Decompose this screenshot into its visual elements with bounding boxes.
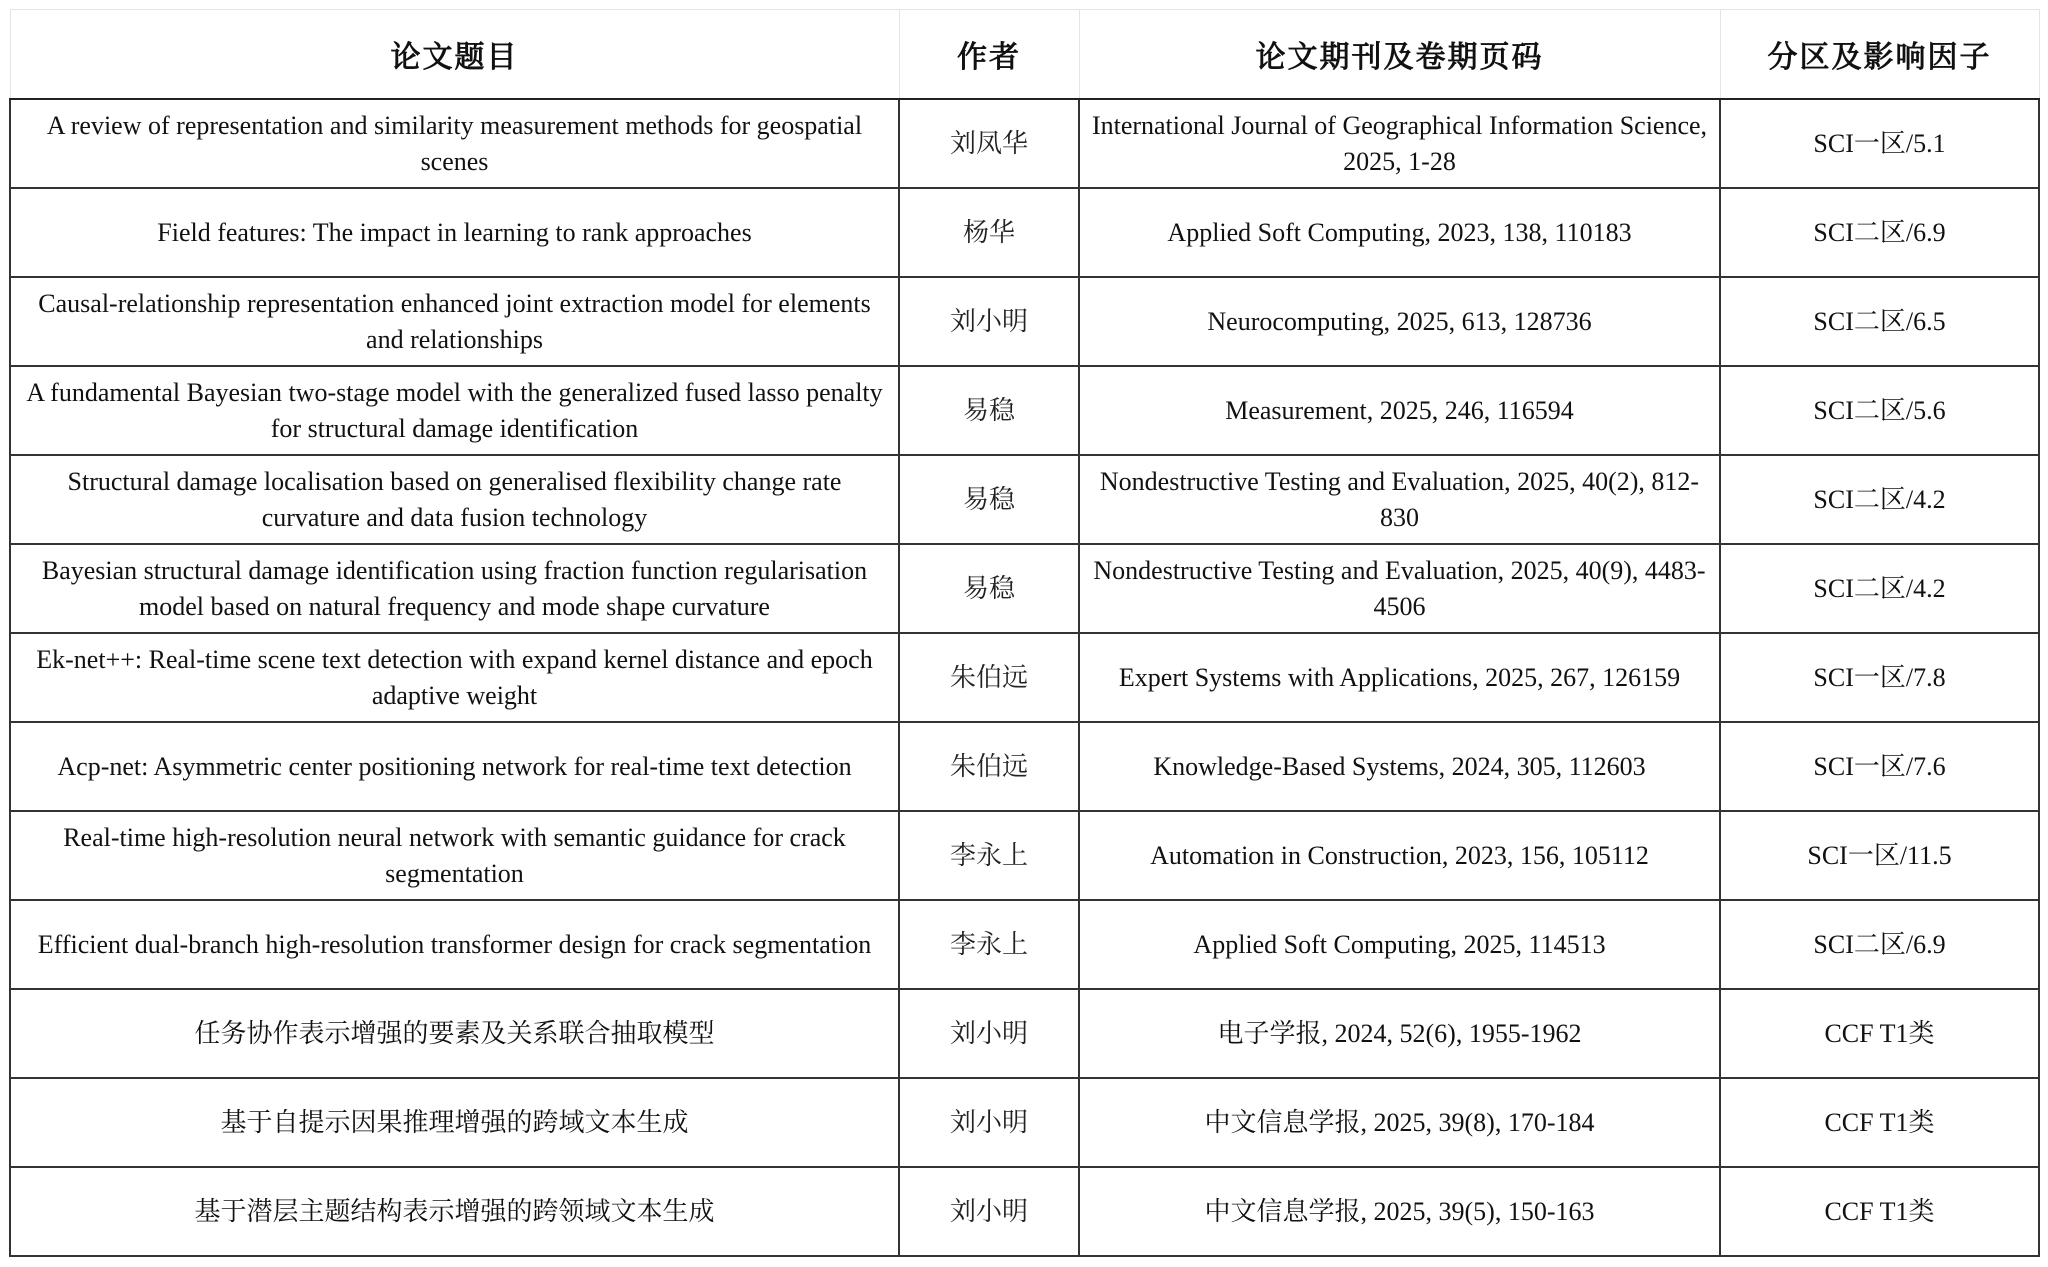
cell-rank: CCF T1类 [1720,1078,2039,1167]
cell-rank: SCI一区/5.1 [1720,99,2039,188]
cell-author: 朱伯远 [899,633,1079,722]
cell-rank: SCI二区/4.2 [1720,455,2039,544]
table-row [10,811,2039,900]
cell-author: 刘小明 [899,277,1079,366]
table-header [10,10,2039,100]
table-row [10,1167,2039,1256]
cell-author: 朱伯远 [899,722,1079,811]
cell-author: 易稳 [899,366,1079,455]
cell-title: Ek-net++: Real-time scene text detection with expand kernel distance and epoch adaptive weight [10,633,899,722]
cell-rank: SCI一区/11.5 [1720,811,2039,900]
cell-journal: 中文信息学报, 2025, 39(8), 170-184 [1079,1078,1720,1167]
cell-author: 李永上 [899,811,1079,900]
cell-journal: Knowledge-Based Systems, 2024, 305, 112603 [1079,722,1720,811]
cell-title: A fundamental Bayesian two-stage model with the generalized fused lasso penalty for structural damage identification [10,366,899,455]
header-title: 论文题目 [10,10,899,100]
cell-title: Structural damage localisation based on generalised flexibility change rate curvature and data fusion technology [10,455,899,544]
cell-journal: Neurocomputing, 2025, 613, 128736 [1079,277,1720,366]
cell-author: 易稳 [899,455,1079,544]
cell-journal: 中文信息学报, 2025, 39(5), 150-163 [1079,1167,1720,1256]
cell-journal: Applied Soft Computing, 2025, 114513 [1079,900,1720,989]
cell-rank: SCI二区/6.5 [1720,277,2039,366]
cell-author: 刘小明 [899,1078,1079,1167]
cell-title: Real-time high-resolution neural network with semantic guidance for crack segmentation [10,811,899,900]
table-row [10,366,2039,455]
cell-rank: CCF T1类 [1720,989,2039,1078]
cell-title: Bayesian structural damage identification using fraction function regularisation model based on natural frequency and mode shape curvature [10,544,899,633]
cell-title: 基于自提示因果推理增强的跨域文本生成 [10,1078,899,1167]
table-row [10,99,2039,188]
cell-journal: Applied Soft Computing, 2023, 138, 110183 [1079,188,1720,277]
table-row [10,722,2039,811]
cell-title: Efficient dual-branch high-resolution transformer design for crack segmentation [10,900,899,989]
table-row [10,188,2039,277]
publication-table [9,9,2040,1257]
table-body [10,99,2039,1256]
table-row [10,455,2039,544]
table-row [10,989,2039,1078]
header-row [10,10,2039,100]
cell-title: Field features: The impact in learning to rank approaches [10,188,899,277]
cell-rank: SCI一区/7.8 [1720,633,2039,722]
cell-author: 易稳 [899,544,1079,633]
header-author: 作者 [899,10,1079,100]
cell-title: A review of representation and similarity measurement methods for geospatial scenes [10,99,899,188]
cell-rank: SCI二区/4.2 [1720,544,2039,633]
table-row [10,277,2039,366]
table-row [10,544,2039,633]
cell-title: Acp-net: Asymmetric center positioning network for real-time text detection [10,722,899,811]
cell-author: 刘小明 [899,989,1079,1078]
table-row [10,900,2039,989]
table-row [10,1078,2039,1167]
cell-author: 刘凤华 [899,99,1079,188]
cell-rank: CCF T1类 [1720,1167,2039,1256]
table-row [10,633,2039,722]
cell-rank: SCI二区/6.9 [1720,188,2039,277]
cell-journal: International Journal of Geographical Information Science, 2025, 1-28 [1079,99,1720,188]
cell-rank: SCI二区/5.6 [1720,366,2039,455]
cell-journal: Measurement, 2025, 246, 116594 [1079,366,1720,455]
cell-title: Causal-relationship representation enhanced joint extraction model for elements and relationships [10,277,899,366]
cell-title: 基于潜层主题结构表示增强的跨领域文本生成 [10,1167,899,1256]
cell-rank: SCI二区/6.9 [1720,900,2039,989]
cell-journal: Nondestructive Testing and Evaluation, 2025, 40(2), 812-830 [1079,455,1720,544]
header-journal: 论文期刊及卷期页码 [1079,10,1720,100]
cell-rank: SCI一区/7.6 [1720,722,2039,811]
cell-journal: 电子学报, 2024, 52(6), 1955-1962 [1079,989,1720,1078]
cell-author: 刘小明 [899,1167,1079,1256]
cell-journal: Nondestructive Testing and Evaluation, 2025, 40(9), 4483-4506 [1079,544,1720,633]
cell-author: 李永上 [899,900,1079,989]
cell-journal: Expert Systems with Applications, 2025, 267, 126159 [1079,633,1720,722]
header-rank: 分区及影响因子 [1720,10,2039,100]
cell-author: 杨华 [899,188,1079,277]
cell-title: 任务协作表示增强的要素及关系联合抽取模型 [10,989,899,1078]
cell-journal: Automation in Construction, 2023, 156, 105112 [1079,811,1720,900]
